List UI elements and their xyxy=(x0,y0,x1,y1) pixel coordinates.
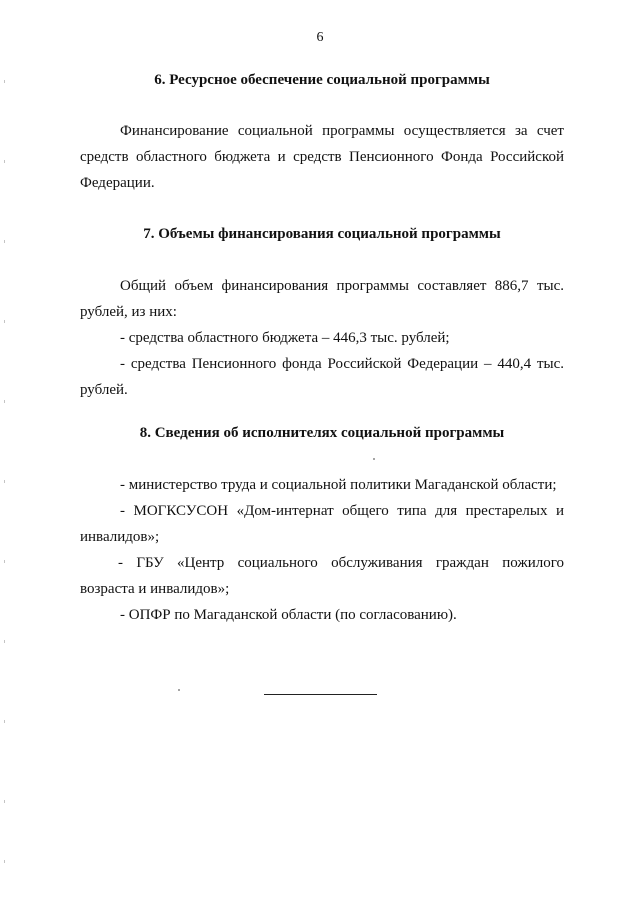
end-of-text-rule xyxy=(264,694,377,695)
section-7-heading: 7. Объемы финансирования социальной программы xyxy=(143,226,501,242)
section-8-item-ministry: - министерство труда и социальной политики Магаданской области; xyxy=(120,477,557,493)
section-8-item-opfr: - ОПФР по Магаданской области (по согласованию). xyxy=(120,607,457,623)
section-6-paragraph: Финансирование социальной программы осуществляется за счет средств областного бюджета и средств Пенсионного Фонда Российской Федерации. xyxy=(80,123,564,191)
scan-speck xyxy=(373,458,375,460)
section-8-heading: 8. Сведения об исполнителях социальной программы xyxy=(139,425,505,441)
scan-margin-specks xyxy=(4,20,6,880)
section-8-item-mogksuson: - МОГКСУСОН «Дом-интернат общего типа для престарелых и инвалидов»; xyxy=(80,503,564,545)
scan-speck xyxy=(178,689,180,691)
page-number: 6 xyxy=(316,30,324,45)
section-7-paragraph: Общий объем финансирования программы составляет 886,7 тыс. рублей, из них: xyxy=(80,278,564,320)
section-8-item-gbu: - ГБУ «Центр социального обслуживания граждан пожилого возраста и инвалидов»; xyxy=(80,555,564,597)
section-7-item-regional-budget: - средства областного бюджета – 446,3 тыс. рублей; xyxy=(120,330,450,346)
section-6-heading: 6. Ресурсное обеспечение социальной программы xyxy=(154,72,490,88)
section-7-item-pension-fund: - средства Пенсионного фонда Российской Федерации – 440,4 тыс. рублей. xyxy=(80,356,564,398)
